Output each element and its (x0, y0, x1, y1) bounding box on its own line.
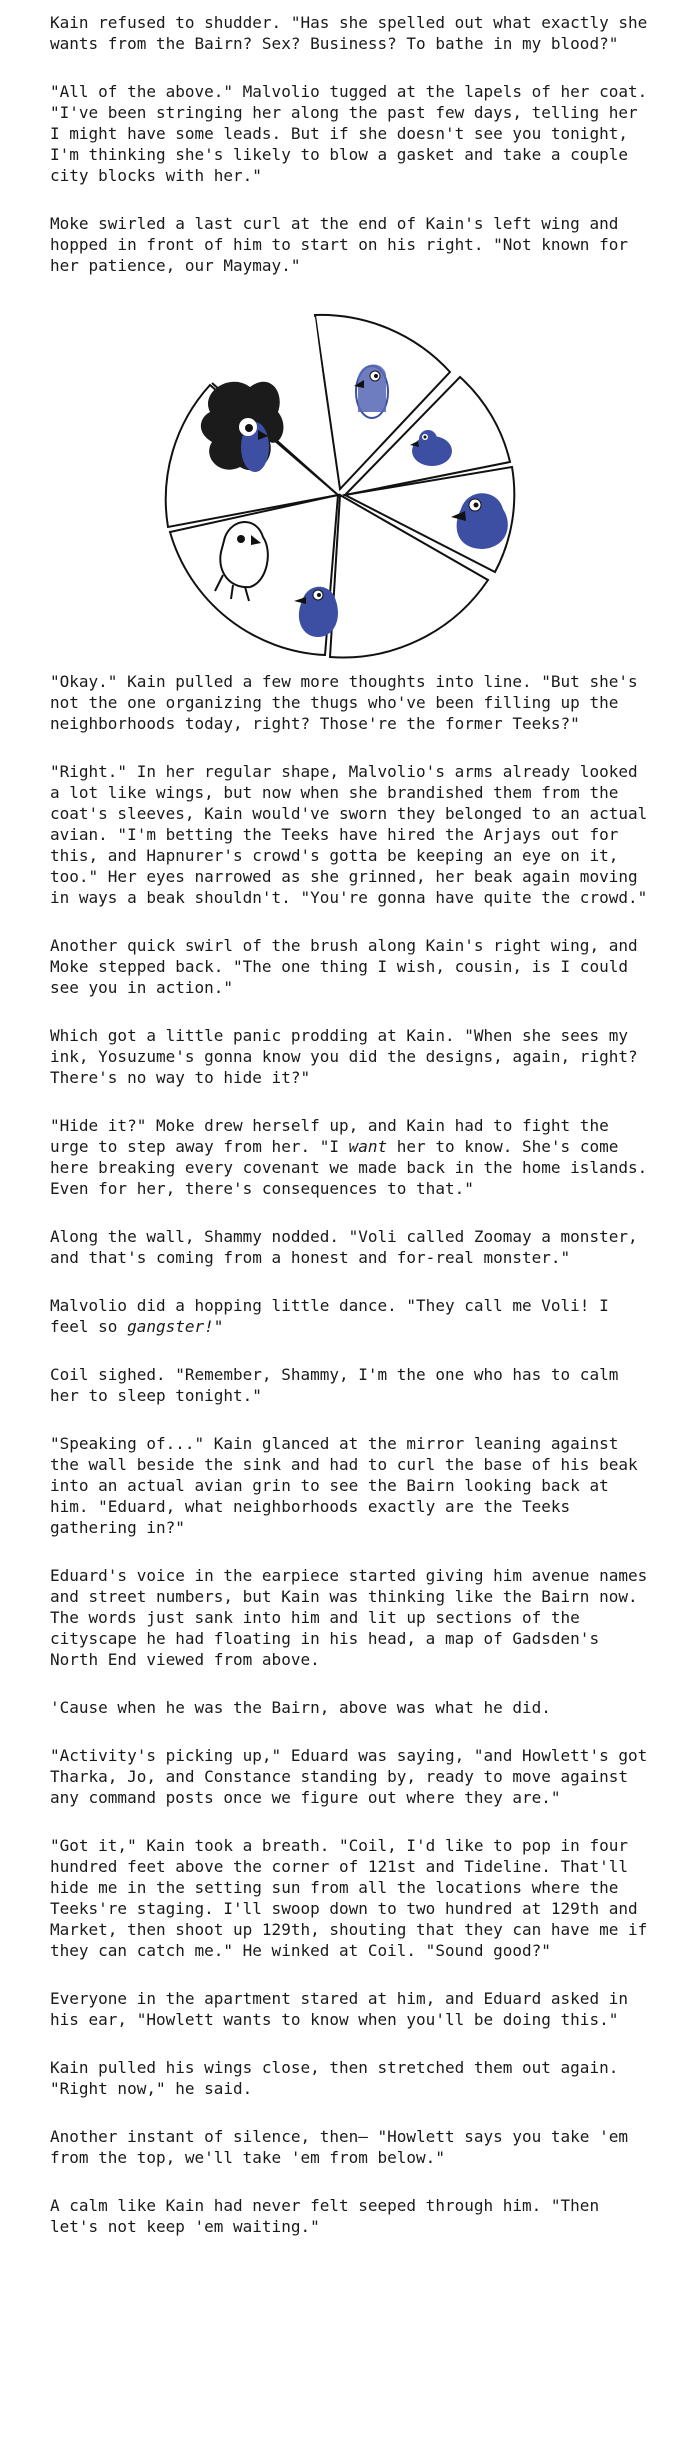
paragraph-voli (50, 1295, 650, 1337)
paragraph: Kain refused to shudder. "Has she spelled out what exactly she wants from the Bairn? Sex? Business? To bathe in my blood?" (50, 13, 648, 53)
pie-sketch-illustration (0, 297, 685, 661)
paragraph: Another instant of silence, then— "Howlett says you take 'em from the top, we'll take 'em from below." (50, 2127, 628, 2167)
paragraph: Which got a little panic prodding at Kain. "When she sees my ink, Yosuzume's gonna know you did the designs, again, right? There's no way to hide it?" (50, 1026, 638, 1087)
illustration-svg (0, 297, 685, 661)
text-run: " (213, 1317, 224, 1336)
paragraph: Another quick swirl of the brush along Kain's right wing, and Moke stepped back. "The one thing I wish, cousin, is I could see you in action." (50, 936, 638, 997)
paragraph: 'Cause when he was the Bairn, above was what he did. (50, 1698, 551, 1717)
paragraph: "Okay." Kain pulled a few more thoughts into line. "But she's not the one organizing the thugs who've been filling up the neighborhoods today, right? Those're the former Teeks?" (50, 672, 638, 733)
paragraph: Eduard's voice in the earpiece started giving him avenue names and street numbers, but Kain was thinking like the Bairn now. The words just sank into him and lit up sections of the cityscape he had floating in his head, a map of Gadsden's North End viewed from above. (50, 1566, 648, 1669)
paragraph: Coil sighed. "Remember, Shammy, I'm the one who has to calm her to sleep tonight." (50, 1365, 619, 1405)
paragraph: "Activity's picking up," Eduard was saying, "and Howlett's got Tharka, Jo, and Constance standing by, ready to move against any command posts once we figure out where they are." (50, 1746, 648, 1807)
paragraph: Moke swirled a last curl at the end of Kain's left wing and hopped in front of him to start on his right. "Not known for her patience, our Maymay." (50, 214, 628, 275)
text-run: "Hide it?" Moke drew herself up, and Kain had to fight the urge to step away from her. "I (50, 1116, 609, 1156)
emphasis: want (348, 1137, 388, 1156)
text-run: her to know. She's come here breaking every covenant we made back in the home islands. Even for her, there's consequences to that." (50, 1137, 648, 1198)
emphasis: gangster! (127, 1317, 214, 1336)
paragraph: Everyone in the apartment stared at him, and Eduard asked in his ear, "Howlett wants to know when you'll be doing this." (50, 1989, 628, 2029)
paragraph: "Speaking of..." Kain glanced at the mirror leaning against the wall beside the sink and had to curl the base of his beak into an actual avian grin to see the Bairn looking back at him. "Eduard, what neighborhoods exactly are the Teeks gathering in?" (50, 1434, 638, 1537)
text-run: Malvolio did a hopping little dance. "They call me Voli! I feel so (50, 1296, 609, 1336)
paragraph: Along the wall, Shammy nodded. "Voli called Zoomay a monster, and that's coming from a honest and for-real monster." (50, 1227, 638, 1267)
paragraph: "Right." In her regular shape, Malvolio's arms already looked a lot like wings, but now when she brandished them from the coat's sleeves, Kain would've sworn they belonged to an actual avian. "I'm betting the Teeks have hired the Arjays out for this, and Hapnurer's crowd's gotta be keeping an eye on it, too." Her eyes narrowed as she grinned, her beak again moving in ways a beak shouldn't. "You're gonna have quite the crowd." (50, 762, 648, 907)
paragraph: Kain pulled his wings close, then stretched them out again. "Right now," he said. (50, 2058, 619, 2098)
paragraph: A calm like Kain had never felt seeped through him. "Then let's not keep 'em waiting." (50, 2196, 600, 2236)
paragraph-moke (50, 1115, 650, 1199)
paragraph: "Got it," Kain took a breath. "Coil, I'd like to pop in four hundred feet above the corner of 121st and Tideline. That'll hide me in the setting sun from all the locations where the Teeks're staging. I'll swoop down to two hundred at 129th and Market, then shoot up 129th, shouting that they can have me if they can catch me." He winked at Coil. "Sound good?" (50, 1836, 648, 1960)
paragraph: "All of the above." Malvolio tugged at the lapels of her coat. "I've been stringing her along the past few days, telling her I might have some leads. But if she doesn't see you tonight, I'm thinking she's likely to blow a gasket and take a couple city blocks with her." (50, 82, 648, 185)
